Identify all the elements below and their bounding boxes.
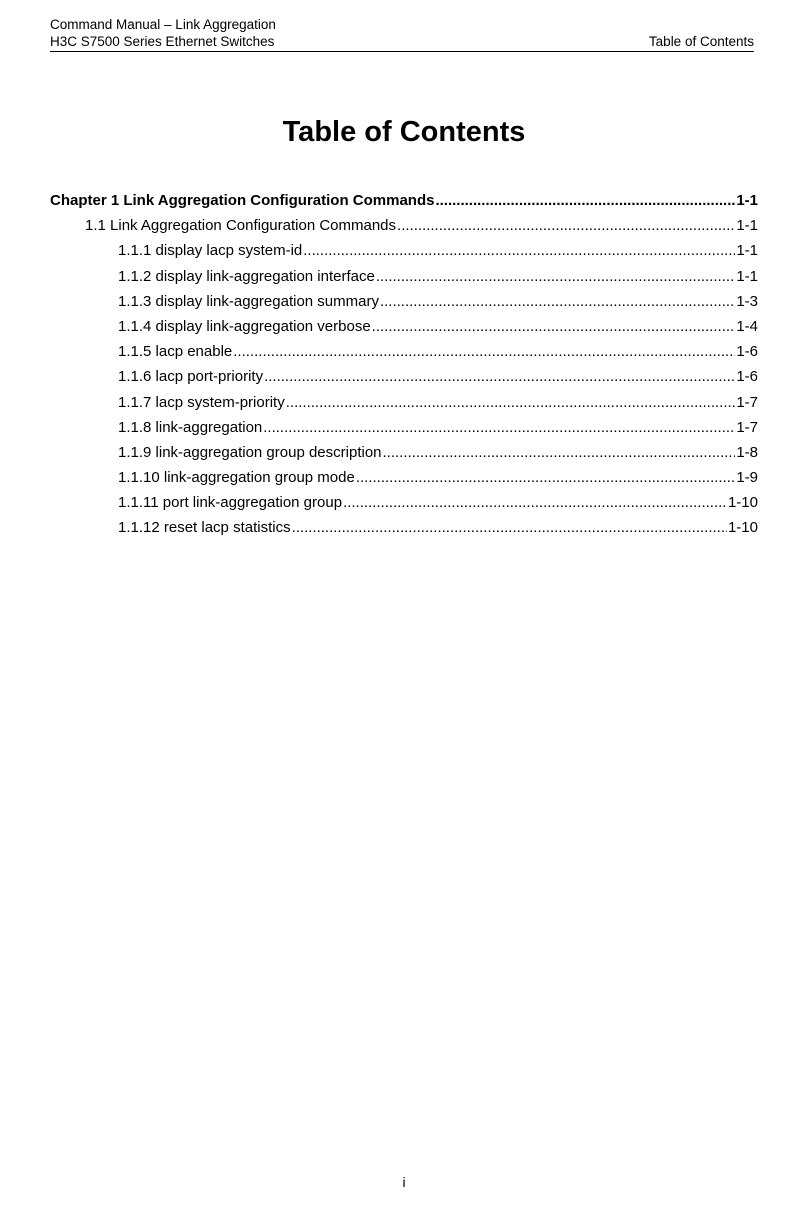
toc-subsection-entry[interactable] [50,440,758,465]
toc-entry-title: Chapter 1 Link Aggregation Configuration Commands [50,192,435,209]
toc-dot-leader [356,465,735,490]
toc-subsection-entry[interactable] [50,465,758,490]
toc-dot-leader [383,440,736,465]
toc-entry-title: 1.1.4 display link-aggregation verbose [118,317,371,335]
toc-entry-page: 1-3 [736,292,758,310]
toc-dot-leader [380,289,735,314]
page-number: i [402,1174,406,1190]
toc-dot-leader [435,188,735,213]
toc-dot-leader [397,213,735,238]
toc-entry-title: 1.1.1 display lacp system-id [118,242,303,260]
toc-entry-title: 1.1.5 lacp enable [118,343,233,361]
toc-entry-title: 1.1.8 link-aggregation [118,418,263,436]
toc-entry-page: 1-9 [736,469,758,487]
toc-subsection-entry[interactable] [50,289,758,314]
toc-entry-page: 1-7 [736,418,758,436]
toc-entry-page: 1-1 [736,242,758,260]
toc-dot-leader [233,339,735,364]
toc-subsection-entry[interactable] [50,238,758,263]
toc-entry-page: 1-10 [727,494,758,512]
header-section-name: Table of Contents [648,34,754,49]
table-of-contents [50,188,758,541]
toc-entry-title: 1.1.3 display link-aggregation summary [118,292,379,310]
toc-entry-title: 1.1.6 lacp port-priority [118,368,264,386]
toc-dot-leader [376,264,735,289]
toc-entry-title: 1.1 Link Aggregation Configuration Commands [85,217,397,235]
toc-entry-title: 1.1.10 link-aggregation group mode [118,469,355,487]
toc-entry-page: 1-6 [736,343,758,361]
toc-dot-leader [286,390,736,415]
toc-entry-title: 1.1.12 reset lacp statistics [118,519,291,537]
toc-subsection-entry[interactable] [50,264,758,289]
page-title: Table of Contents [282,116,526,148]
header-manual-title: Command Manual – Link Aggregation [50,17,276,32]
toc-dot-leader [303,238,735,263]
toc-entry-page: 1-1 [736,192,758,209]
toc-dot-leader [343,490,727,515]
toc-entry-page: 1-7 [736,393,758,411]
toc-chapter-entry[interactable] [50,188,758,213]
toc-dot-leader [372,314,736,339]
toc-entry-page: 1-1 [736,267,758,285]
toc-subsection-entry[interactable] [50,390,758,415]
toc-entry-title: 1.1.2 display link-aggregation interface [118,267,375,285]
toc-subsection-entry[interactable] [50,364,758,389]
toc-subsection-entry[interactable] [50,339,758,364]
toc-entry-page: 1-4 [736,317,758,335]
toc-entry-title: 1.1.9 link-aggregation group description [118,443,382,461]
toc-subsection-entry[interactable] [50,515,758,540]
toc-entry-page: 1-6 [736,368,758,386]
toc-entry-title: 1.1.11 port link-aggregation group [118,494,343,512]
toc-dot-leader [292,515,727,540]
toc-dot-leader [264,364,735,389]
page-header [50,16,754,52]
toc-entry-title: 1.1.7 lacp system-priority [118,393,285,411]
toc-subsection-entry[interactable] [50,490,758,515]
toc-entry-page: 1-8 [736,443,758,461]
toc-dot-leader [263,415,735,440]
header-product-name: H3C S7500 Series Ethernet Switches [50,34,275,49]
toc-entry-page: 1-10 [727,519,758,537]
toc-section-entry[interactable] [50,213,758,238]
toc-subsection-entry[interactable] [50,314,758,339]
toc-subsection-entry[interactable] [50,415,758,440]
toc-entry-page: 1-1 [736,217,758,235]
